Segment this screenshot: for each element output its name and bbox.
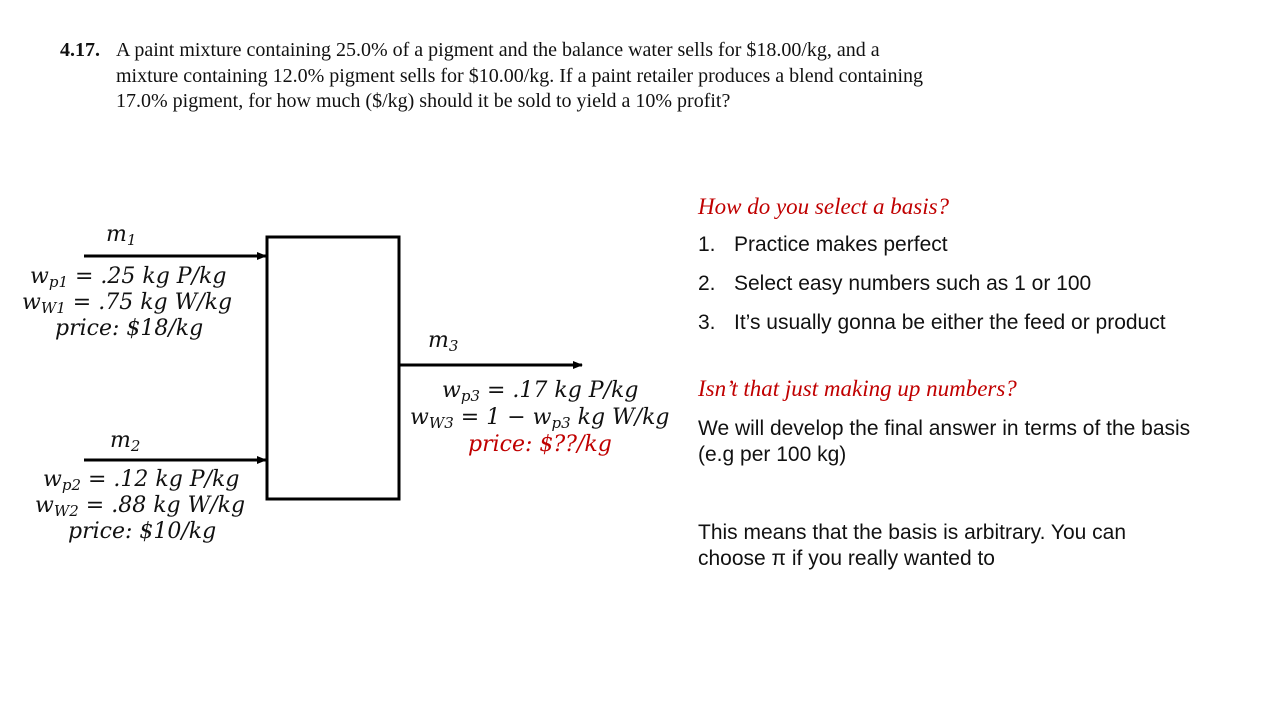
heading-making-up-numbers: Isn’t that just making up numbers? xyxy=(698,376,1017,401)
list-item: 3. It’s usually gonna be either the feed or product xyxy=(698,311,1166,334)
stream3-pigment-fraction: $w_{p3} = .17$ kg P/kg xyxy=(442,378,639,405)
problem-line-1: 4.17. A paint mixture containing 25.0% of a pigment and the balance water sells for $18.00/kg, and a xyxy=(60,38,1020,64)
stream1-pigment-fraction: $w_{p1} = .25$ kg P/kg xyxy=(30,264,227,291)
stream1-water-fraction: $w_{W1} = .75$ kg W/kg xyxy=(22,290,233,317)
stream3-mass-label: $m_3$ xyxy=(428,328,459,355)
stream3-water-fraction: $w_{W3} = 1 - w_{p3}$ kg W/kg xyxy=(410,405,670,432)
stream3-price-unknown: price: $??/kg xyxy=(468,432,612,457)
problem-line-2: mixture containing 12.0% pigment sells for $10.00/kg. If a paint retailer produces a blend containing xyxy=(116,64,924,87)
problem-line-3: 17.0% pigment, for how much ($/kg) should it be sold to yield a 10% profit? xyxy=(116,90,731,112)
list-item: 2. Select easy numbers such as 1 or 100 xyxy=(698,272,1092,295)
stream2-price: price: $10/kg xyxy=(68,519,217,544)
basis-steps-list xyxy=(698,232,1238,336)
stream2-water-fraction: $w_{W2} = .88$ kg W/kg xyxy=(35,493,246,520)
paragraph-arbitrary-basis: This means that the basis is arbitrary. You can choose π if you really wanted to xyxy=(698,521,1126,570)
stream1-mass-label: $m_1$ xyxy=(106,222,137,249)
problem-number: 4.17. xyxy=(60,39,100,61)
heading-select-basis: How do you select a basis? xyxy=(698,194,950,219)
stream2-mass-label: $m_2$ xyxy=(110,428,141,455)
list-item: 1. Practice makes perfect xyxy=(698,233,948,256)
basis-notes-panel xyxy=(698,194,1238,572)
stream2-pigment-fraction: $w_{p2} = .12$ kg P/kg xyxy=(43,467,240,494)
mixer-box xyxy=(267,237,399,499)
paragraph-final-answer: We will develop the final answer in terms of the basis (e.g per 100 kg) xyxy=(698,417,1191,466)
stream1-price: price: $18/kg xyxy=(55,316,204,341)
